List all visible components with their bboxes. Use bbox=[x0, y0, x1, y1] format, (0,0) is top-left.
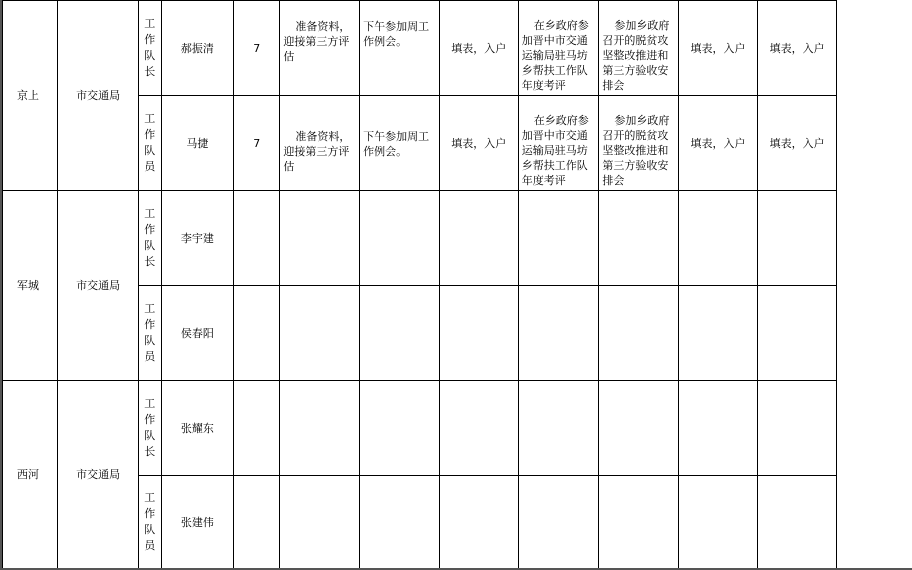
day-7-cell[interactable] bbox=[758, 476, 837, 569]
day-3-cell[interactable]: 填表，入户 bbox=[439, 96, 518, 191]
day-5-cell[interactable] bbox=[599, 286, 679, 381]
days-cell[interactable]: 7 bbox=[234, 1, 280, 96]
days-cell[interactable] bbox=[234, 191, 280, 286]
day-6-cell[interactable] bbox=[679, 191, 758, 286]
day-1-cell[interactable]: 准备资料，迎接第三方评估 bbox=[280, 96, 360, 191]
day-4-cell[interactable] bbox=[518, 476, 599, 569]
table-row bbox=[3, 381, 912, 476]
day-4-cell[interactable] bbox=[518, 286, 599, 381]
role-cell[interactable]: 工作队员 bbox=[138, 96, 161, 191]
work-log-table bbox=[2, 0, 912, 569]
day-7-cell[interactable] bbox=[758, 286, 837, 381]
unit-cell[interactable]: 市交通局 bbox=[58, 191, 139, 381]
table-row bbox=[3, 1, 912, 96]
day-3-cell[interactable] bbox=[439, 191, 518, 286]
day-3-cell[interactable] bbox=[439, 476, 518, 569]
day-3-cell[interactable] bbox=[439, 286, 518, 381]
name-cell[interactable]: 张耀东 bbox=[161, 381, 234, 476]
day-1-cell[interactable] bbox=[280, 381, 360, 476]
role-cell[interactable]: 工作队长 bbox=[138, 1, 161, 96]
day-5-cell[interactable] bbox=[599, 381, 679, 476]
day-2-cell[interactable]: 下午参加周工作例会。 bbox=[360, 1, 440, 96]
name-cell[interactable]: 李宇建 bbox=[161, 191, 234, 286]
day-7-cell[interactable] bbox=[758, 381, 837, 476]
day-6-cell[interactable] bbox=[679, 286, 758, 381]
table-row bbox=[3, 96, 912, 191]
day-5-cell[interactable]: 参加乡政府召开的脱贫攻坚整改推进和第三方验收安排会 bbox=[599, 96, 679, 191]
day-7-cell[interactable]: 填表，入户 bbox=[758, 1, 837, 96]
day-2-cell[interactable] bbox=[360, 476, 440, 569]
table-row bbox=[3, 476, 912, 569]
days-cell[interactable] bbox=[234, 476, 280, 569]
days-cell[interactable]: 7 bbox=[234, 96, 280, 191]
day-5-cell[interactable] bbox=[599, 476, 679, 569]
table-row bbox=[3, 286, 912, 381]
day-6-cell[interactable]: 填表，入户 bbox=[679, 1, 758, 96]
day-5-cell[interactable]: 参加乡政府召开的脱贫攻坚整改推进和第三方验收安排会 bbox=[599, 1, 679, 96]
name-cell[interactable]: 郝振清 bbox=[161, 1, 234, 96]
role-cell[interactable]: 工作队员 bbox=[138, 286, 161, 381]
name-cell[interactable]: 侯春阳 bbox=[161, 286, 234, 381]
day-1-cell[interactable] bbox=[280, 191, 360, 286]
day-2-cell[interactable] bbox=[360, 381, 440, 476]
village-cell[interactable]: 西河 bbox=[3, 381, 58, 569]
days-cell[interactable] bbox=[234, 381, 280, 476]
day-3-cell[interactable]: 填表，入户 bbox=[439, 1, 518, 96]
day-3-cell[interactable] bbox=[439, 381, 518, 476]
role-cell[interactable]: 工作队员 bbox=[138, 476, 161, 569]
table-row bbox=[3, 191, 912, 286]
day-5-cell[interactable] bbox=[599, 191, 679, 286]
name-cell[interactable]: 张建伟 bbox=[161, 476, 234, 569]
day-4-cell[interactable] bbox=[518, 381, 599, 476]
day-6-cell[interactable] bbox=[679, 476, 758, 569]
day-6-cell[interactable] bbox=[679, 381, 758, 476]
day-4-cell[interactable]: 在乡政府参加晋中市交通运输局驻马坊乡帮扶工作队年度考评 bbox=[518, 96, 599, 191]
day-2-cell[interactable] bbox=[360, 286, 440, 381]
day-6-cell[interactable]: 填表，入户 bbox=[679, 96, 758, 191]
day-4-cell[interactable]: 在乡政府参加晋中市交通运输局驻马坊乡帮扶工作队年度考评 bbox=[518, 1, 599, 96]
day-2-cell[interactable] bbox=[360, 191, 440, 286]
day-1-cell[interactable] bbox=[280, 476, 360, 569]
unit-cell[interactable]: 市交通局 bbox=[58, 381, 139, 569]
days-cell[interactable] bbox=[234, 286, 280, 381]
village-cell[interactable]: 军城 bbox=[3, 191, 58, 381]
day-7-cell[interactable] bbox=[758, 191, 837, 286]
day-2-cell[interactable]: 下午参加周工作例会。 bbox=[360, 96, 440, 191]
unit-cell[interactable]: 市交通局 bbox=[58, 1, 139, 191]
day-1-cell[interactable]: 准备资料，迎接第三方评估 bbox=[280, 1, 360, 96]
day-4-cell[interactable] bbox=[518, 191, 599, 286]
day-7-cell[interactable]: 填表，入户 bbox=[758, 96, 837, 191]
village-cell[interactable]: 京上 bbox=[3, 1, 58, 191]
role-cell[interactable]: 工作队长 bbox=[138, 191, 161, 286]
role-cell[interactable]: 工作队长 bbox=[138, 381, 161, 476]
name-cell[interactable]: 马捷 bbox=[161, 96, 234, 191]
day-1-cell[interactable] bbox=[280, 286, 360, 381]
